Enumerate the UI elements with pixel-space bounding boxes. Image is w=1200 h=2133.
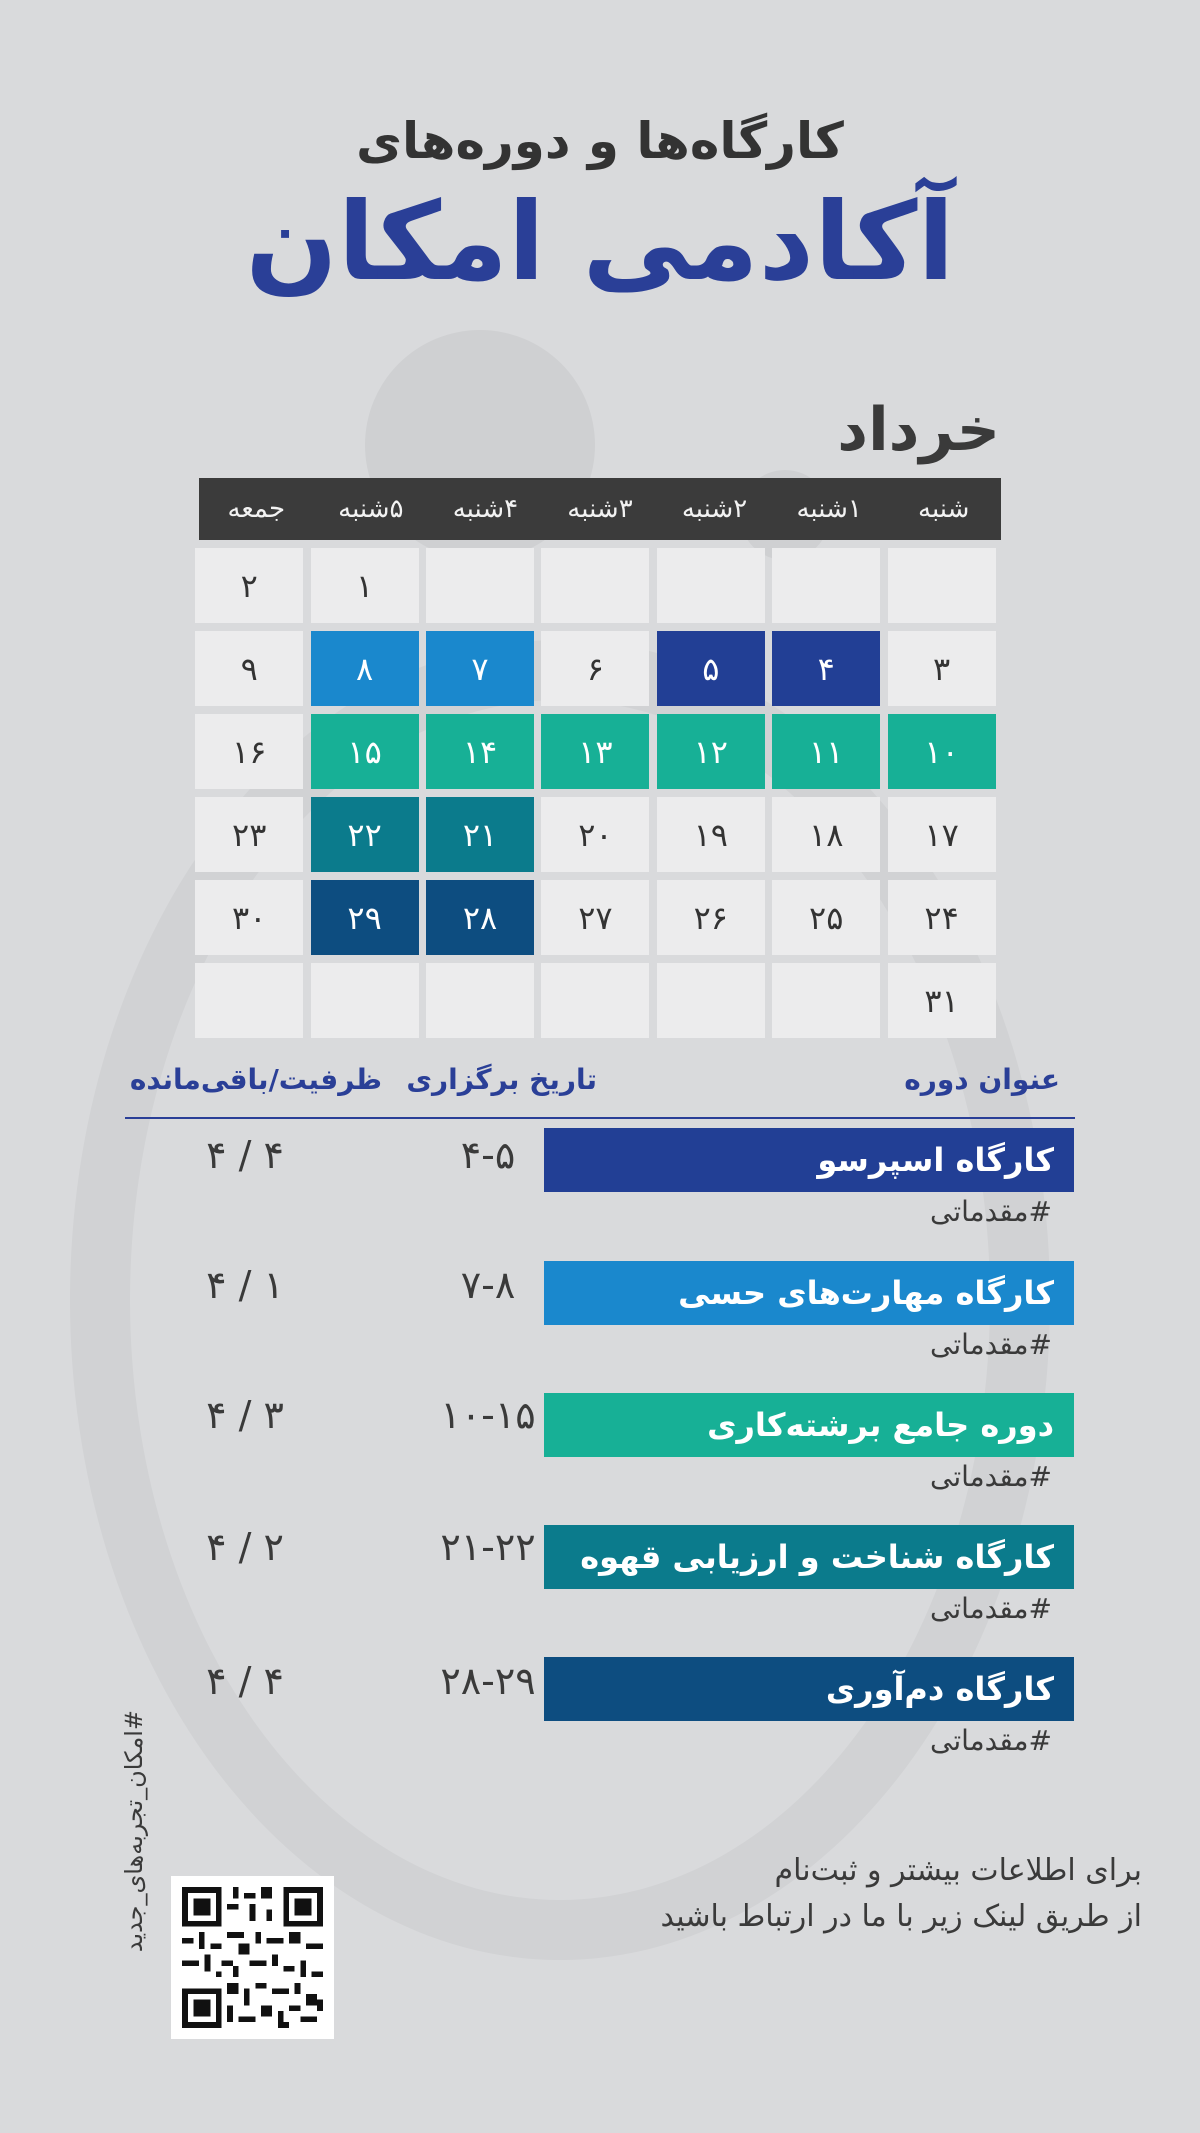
calendar-empty-cell — [772, 963, 880, 1038]
calendar-empty-cell — [541, 548, 649, 623]
weekday-sunday: ۱شنبه — [796, 494, 862, 524]
calendar-day-cell: ۲۷ — [541, 880, 649, 955]
calendar-day-cell: ۱۵ — [311, 714, 419, 789]
weekday-friday: جمعه — [227, 494, 286, 524]
course-capacity: ۴ / ۱ — [206, 1263, 284, 1307]
weekday-monday: ۲شنبه — [681, 494, 748, 524]
course-tag: #مقدماتی — [930, 1724, 1052, 1757]
calendar-day-cell: ۱ — [311, 548, 419, 623]
calendar-day-cell: ۱۲ — [657, 714, 765, 789]
info-line-1: برای اطلاعات بیشتر و ثبت‌نام — [774, 1853, 1142, 1888]
course-date: ۱۰-۱۵ — [440, 1393, 536, 1437]
calendar-day-cell: ۲۴ — [888, 880, 996, 955]
course-tag: #مقدماتی — [930, 1592, 1052, 1625]
page-title: آکادمی امکان — [245, 180, 955, 305]
course-tag: #مقدماتی — [930, 1328, 1052, 1361]
table-header-separator — [125, 1117, 1075, 1119]
course-title-roasting: دوره جامع برشته‌کاری — [544, 1393, 1074, 1457]
course-date: ۷-۸ — [460, 1263, 516, 1307]
calendar-empty-cell — [657, 548, 765, 623]
calendar-day-cell: ۱۹ — [657, 797, 765, 872]
weekday-saturday: شنبه — [918, 494, 970, 524]
page-subtitle: کارگاه‌ها و دوره‌های — [356, 112, 844, 170]
weekday-tuesday: ۳شنبه — [567, 494, 633, 524]
course-tag: #مقدماتی — [930, 1195, 1052, 1228]
calendar-day-cell: ۱۶ — [195, 714, 303, 789]
weekday-thursday: ۵شنبه — [338, 494, 404, 524]
registration-info — [522, 1848, 1142, 1940]
calendar-day-cell: ۴ — [772, 631, 880, 706]
course-capacity: ۴ / ۴ — [206, 1133, 284, 1177]
calendar-empty-cell — [772, 548, 880, 623]
calendar-empty-cell — [888, 548, 996, 623]
course-date: ۴-۵ — [460, 1133, 516, 1177]
calendar-day-cell: ۹ — [195, 631, 303, 706]
calendar-day-cell: ۶ — [541, 631, 649, 706]
calendar-empty-cell — [657, 963, 765, 1038]
qr-code-icon[interactable] — [171, 1876, 334, 2039]
course-tag: #مقدماتی — [930, 1460, 1052, 1493]
calendar-empty-cell — [311, 963, 419, 1038]
weekday-wednesday: ۴شنبه — [452, 494, 519, 524]
course-title-brewing: کارگاه دم‌آوری — [544, 1657, 1074, 1721]
course-date: ۲۱-۲۲ — [440, 1525, 536, 1569]
calendar-day-cell: ۵ — [657, 631, 765, 706]
course-capacity: ۴ / ۴ — [206, 1659, 284, 1703]
calendar-day-cell: ۸ — [311, 631, 419, 706]
info-line-2: از طریق لینک زیر با ما در ارتباط باشید — [660, 1899, 1142, 1934]
calendar-day-cell: ۱۳ — [541, 714, 649, 789]
calendar-day-cell: ۳ — [888, 631, 996, 706]
calendar-day-cell: ۱۰ — [888, 714, 996, 789]
calendar-empty-cell — [541, 963, 649, 1038]
calendar-day-cell: ۲۰ — [541, 797, 649, 872]
course-capacity: ۴ / ۳ — [206, 1393, 284, 1437]
column-header-title: عنوان دوره — [904, 1063, 1060, 1096]
calendar-day-cell: ۳۰ — [195, 880, 303, 955]
calendar-day-cell: ۷ — [426, 631, 534, 706]
calendar-day-cell: ۲۳ — [195, 797, 303, 872]
calendar-day-cell: ۱۷ — [888, 797, 996, 872]
calendar-weekday-header — [199, 478, 1001, 540]
hashtag-text: #امکان_تجربه‌های_جدید — [120, 1710, 148, 1953]
calendar-empty-cell — [426, 963, 534, 1038]
course-title-espresso: کارگاه اسپرسو — [544, 1128, 1074, 1192]
calendar-day-cell: ۲۸ — [426, 880, 534, 955]
calendar-day-cell: ۲۶ — [657, 880, 765, 955]
course-title-evaluation: کارگاه شناخت و ارزیابی قهوه — [544, 1525, 1074, 1589]
course-title-sensory: کارگاه مهارت‌های حسی — [544, 1261, 1074, 1325]
calendar-month: خرداد — [837, 395, 1000, 465]
calendar-day-cell: ۲۲ — [311, 797, 419, 872]
calendar-day-cell: ۲۱ — [426, 797, 534, 872]
course-date: ۲۸-۲۹ — [440, 1659, 536, 1703]
calendar-day-cell: ۳۱ — [888, 963, 996, 1038]
calendar-empty-cell — [426, 548, 534, 623]
calendar-day-cell: ۱۸ — [772, 797, 880, 872]
calendar-empty-cell — [195, 963, 303, 1038]
column-header-capacity: ظرفیت/باقی‌مانده — [129, 1063, 382, 1096]
course-capacity: ۴ / ۲ — [206, 1525, 284, 1569]
calendar-day-cell: ۲ — [195, 548, 303, 623]
calendar-day-cell: ۲۹ — [311, 880, 419, 955]
calendar-day-cell: ۱۴ — [426, 714, 534, 789]
column-header-date: تاریخ برگزاری — [406, 1063, 597, 1096]
calendar-day-cell: ۲۵ — [772, 880, 880, 955]
calendar-day-cell: ۱۱ — [772, 714, 880, 789]
